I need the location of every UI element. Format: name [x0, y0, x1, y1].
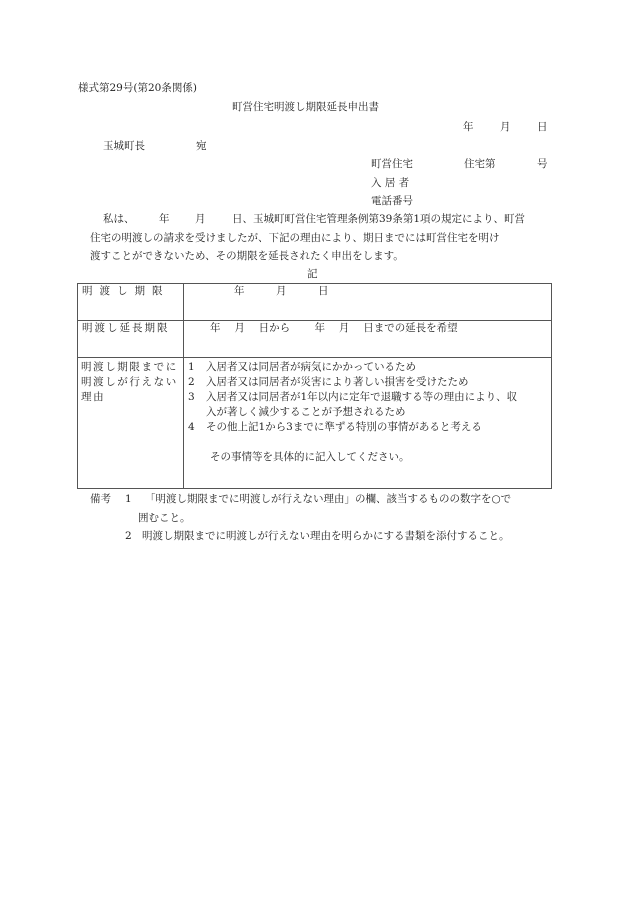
addressee-suffix: 宛: [196, 140, 207, 152]
remarks-label: 備考: [90, 493, 111, 505]
document-title: 町営住宅明渡し期限延長申出書: [232, 101, 379, 113]
date-month-label: 月: [500, 121, 511, 133]
body-line1-rest: 日、玉城町町営住宅管理条例第39条第1項の規定により、町営: [232, 213, 526, 225]
reason-instruction: その事情等を具体的に記入してください。: [210, 451, 410, 463]
reason-item-continuation: 入が著しく減少することが予想されるため: [206, 406, 406, 418]
body-line2: 住宅の明渡しの請求を受けましたが、下記の理由により、期日までには町営住宅を明け: [90, 232, 500, 244]
body-line1-year: 年: [159, 213, 170, 225]
body-line1-start: 私は、: [103, 213, 135, 225]
body-line1-month: 月: [195, 213, 206, 225]
date-day-label: 日: [537, 121, 548, 133]
body-line3: 渡すことができないため、その期限を延長されたく申出をします。: [90, 250, 404, 262]
deadline-value[interactable]: 年 月 日: [184, 284, 552, 321]
extension-label: 明渡し延長期限: [78, 321, 184, 358]
phone-label: 電話番号: [371, 195, 413, 207]
housing-number-suffix: 号: [537, 158, 548, 170]
table-row-reasons: [78, 358, 552, 489]
reasons-cell[interactable]: [184, 358, 552, 489]
reason-item[interactable]: 4 その他上記1から3までに準ずる特別の事情があると考える: [188, 421, 482, 433]
table-row-deadline: [78, 284, 552, 321]
housing-label: 町営住宅: [371, 158, 413, 170]
table-row-extension: [78, 321, 552, 358]
reason-item[interactable]: 2 入居者又は同居者が災害により著しい損害を受けたため: [188, 376, 469, 388]
ki-heading: 記: [307, 268, 318, 280]
deadline-label: 明渡し期限: [78, 284, 184, 321]
reasons-label: 明渡し期限までに明渡しが行えない理由: [78, 358, 184, 489]
form-number: 様式第29号(第20条関係): [78, 82, 197, 94]
resident-label: 入 居 者: [371, 177, 410, 189]
remark-1-number: 1: [125, 493, 132, 505]
extension-value[interactable]: 年 月 日から 年 月 日までの延長を希望: [184, 321, 552, 358]
housing-number-label: 住宅第: [464, 158, 496, 170]
remark-2-number: 2: [125, 530, 132, 542]
addressee: 玉城町長: [103, 140, 145, 152]
reason-item[interactable]: 3 入居者又は同居者が1年以内に定年で退職する等の理由により、収: [188, 391, 518, 403]
remark-1-continuation: 囲むこと。: [138, 512, 191, 524]
remark-2-text: 明渡し期限までに明渡しが行えない理由を明らかにする書類を添付すること。: [142, 530, 510, 542]
date-year-label: 年: [463, 121, 474, 133]
reason-item[interactable]: 1 入居者又は同居者が病気にかかっているため: [188, 361, 416, 373]
application-table: [77, 283, 552, 489]
remark-1-text: 「明渡し期限までに明渡しが行えない理由」の欄、該当するものの数字を○で: [145, 493, 512, 505]
